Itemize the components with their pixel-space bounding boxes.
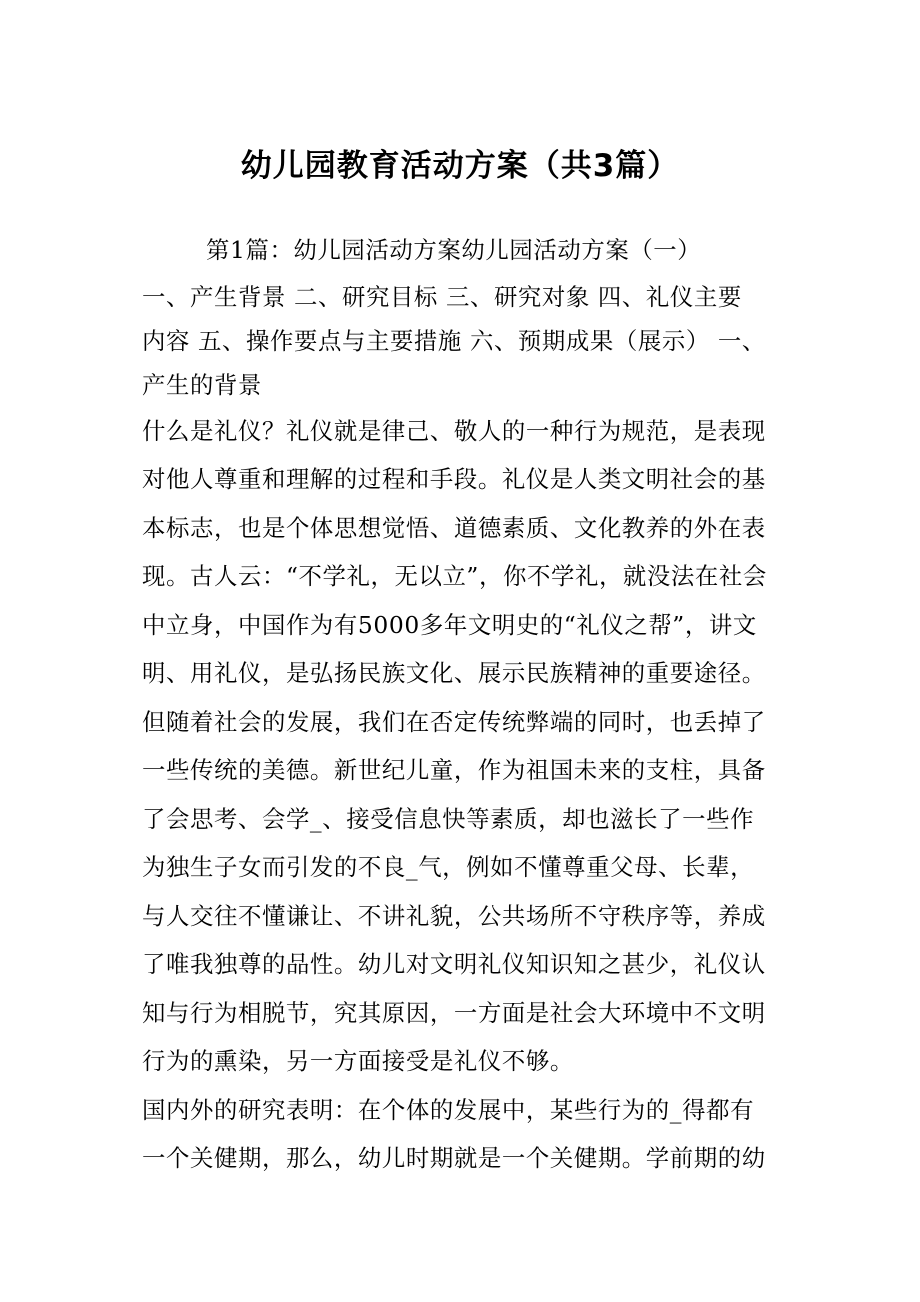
text-line: 本标志，也是个体思想觉悟、道德素质、文化教养的外在表: [142, 513, 766, 542]
text-line: 现。古人云：“不学礼，无以立”，你不学礼，就没法在社会: [142, 562, 767, 590]
text-line: 什么是礼仪？礼仪就是律己、敬人的一种行为规范，是表现: [142, 416, 766, 445]
text-line: 了唯我独尊的品性。幼儿对文明礼仪知识知之甚少，礼仪认: [142, 950, 766, 978]
text-line: 一个关健期，那么，幼儿时期就是一个关健期。学前期的幼: [142, 1144, 766, 1172]
text-line: 对他人尊重和理解的过程和手段。礼仪是人类文明社会的基: [142, 465, 766, 493]
text-line: 与人交往不懂谦让、不讲礼貌，公共场所不守秩序等，养成: [142, 901, 766, 930]
text-line: 行为的熏染，另一方面接受是礼仪不够。: [142, 1047, 574, 1075]
document-body: [142, 226, 802, 1183]
text-line: 内容 五、操作要点与主要措施 六、预期成果（展示） 一、: [142, 326, 766, 355]
text-line: 为独生子女而引发的不良_气，例如不懂尊重父母、长辈，: [142, 853, 755, 881]
text-line: 了会思考、会学_、接受信息快等素质，却也滋长了一些作: [142, 804, 755, 833]
text-line: 一、产生背景 二、研究目标 三、研究对象 四、礼仪主要: [142, 282, 742, 311]
text-line: 知与行为相脱节，究其原因，一方面是社会大环境中不文明: [142, 998, 766, 1027]
text-line: 中立身，中国作为有5000多年文明史的“礼仪之帮”，讲文: [142, 610, 757, 639]
text-line: 一些传统的美德。新世纪儿童，作为祖国未来的支柱，具备: [142, 756, 766, 784]
text-line: 产生的背景: [142, 370, 262, 399]
text-line: 但随着社会的发展，我们在否定传统弊端的同时，也丢掉了: [142, 707, 766, 736]
text-line: 明、用礼仪，是弘扬民族文化、展示民族精神的重要途径。: [142, 659, 766, 687]
text-line-chapter-heading: 第1篇：幼儿园活动方案幼儿园活动方案（一）: [206, 236, 702, 264]
text-line: 国内外的研究表明：在个体的发展中，某些行为的_得都有: [142, 1095, 755, 1124]
document-title: 幼儿园教育活动方案（共3篇）: [240, 148, 680, 184]
